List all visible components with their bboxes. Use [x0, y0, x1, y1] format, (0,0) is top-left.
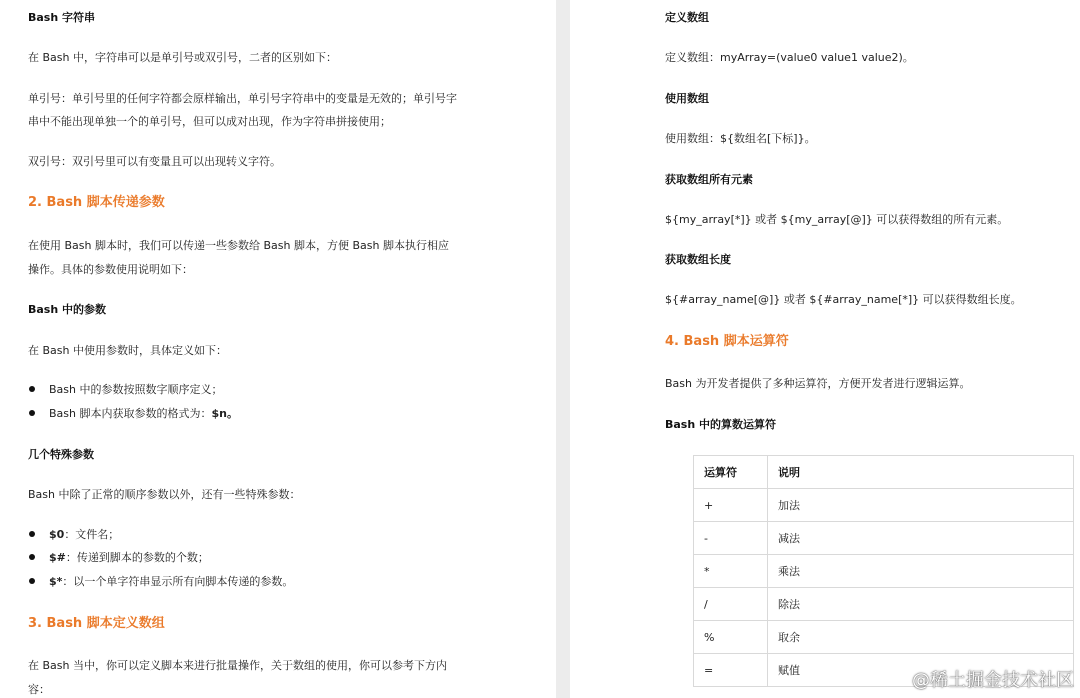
table-cell-description: 乘法	[768, 555, 1074, 588]
section-4-heading: 4. Bash 脚本运算符	[665, 334, 789, 349]
define-array-text: 定义数组：myArray=(value0 value1 value2)。	[665, 51, 914, 64]
section-3-heading: 3. Bash 脚本定义数组	[28, 616, 165, 631]
table-cell-description: 取余	[768, 621, 1074, 654]
table-row	[694, 555, 1074, 588]
right-page	[570, 0, 1080, 698]
section-2-intro-line2: 操作。具体的参数使用说明如下：	[28, 263, 193, 276]
param-bullet-2-code: $n。	[211, 407, 238, 420]
single-quote-line2: 串中不能出现单独一个的单引号，但可以成对出现，作为字符串拼接使用；	[28, 115, 391, 128]
array-length-text: ${#array_name[@]} 或者 ${#array_name[*]} 可以获得数组长度。	[665, 293, 1022, 306]
operators-table	[693, 455, 1074, 687]
table-header-operator: 运算符	[694, 456, 768, 489]
bullet-dot	[29, 531, 35, 537]
array-length-heading: 获取数组长度	[665, 253, 731, 266]
special-bullet-3-text: ：以一个单字符串显示所有向脚本传递的参数。	[62, 575, 294, 588]
table-cell-operator: =	[694, 654, 768, 687]
table-row	[694, 588, 1074, 621]
all-elements-heading: 获取数组所有元素	[665, 173, 753, 186]
section-3-intro-line1: 在 Bash 当中，你可以定义脚本来进行批量操作，关于数组的使用，你可以参考下方内	[28, 659, 447, 672]
table-cell-operator: /	[694, 588, 768, 621]
table-row	[694, 621, 1074, 654]
double-quote-text: 双引号：双引号里可以有变量且可以出现转义字符。	[28, 155, 281, 168]
strings-intro: 在 Bash 中，字符串可以是单引号或双引号，二者的区别如下：	[28, 51, 337, 64]
special-bullet-2-text: ：传递到脚本的参数的个数；	[65, 551, 209, 564]
table-cell-description: 赋值	[768, 654, 1074, 687]
section-4-intro: Bash 为开发者提供了多种运算符，方便开发者进行逻辑运算。	[665, 377, 971, 390]
use-array-text: 使用数组：${数组名[下标]}。	[665, 132, 816, 145]
param-bullet-1-text: Bash 中的参数按照数字顺序定义；	[49, 383, 223, 396]
params-intro: 在 Bash 中使用参数时，具体定义如下：	[28, 344, 227, 357]
table-cell-operator: %	[694, 621, 768, 654]
use-array-heading: 使用数组	[665, 92, 709, 105]
table-header-row	[694, 456, 1074, 489]
special-bullet-1-code: $0	[49, 528, 65, 541]
special-bullet-1-text: ：文件名；	[64, 528, 120, 541]
bullet-dot	[29, 386, 35, 392]
param-bullet-2	[49, 408, 238, 420]
table-cell-operator: *	[694, 555, 768, 588]
table-cell-description: 除法	[768, 588, 1074, 621]
table-header-description: 说明	[768, 456, 1074, 489]
table-cell-operator: -	[694, 522, 768, 555]
special-params-heading: 几个特殊参数	[28, 448, 94, 461]
bullet-dot	[29, 578, 35, 584]
table-cell-description: 减法	[768, 522, 1074, 555]
param-bullet-1	[49, 384, 223, 396]
table-cell-operator: +	[694, 489, 768, 522]
special-bullet-1	[49, 529, 119, 541]
strings-heading: Bash 字符串	[28, 11, 96, 24]
section-2-intro-line1: 在使用 Bash 脚本时，我们可以传递一些参数给 Bash 脚本，方便 Bash 脚本执行相应	[28, 239, 449, 252]
special-bullet-2-code: $#	[49, 551, 66, 564]
params-heading: Bash 中的参数	[28, 303, 107, 316]
special-bullet-3-code: $*	[49, 575, 63, 588]
param-bullet-2-text: Bash 脚本内获取参数的格式为：	[49, 407, 212, 420]
arith-operators-heading: Bash 中的算数运算符	[665, 418, 777, 431]
special-bullet-3	[49, 576, 293, 588]
bullet-dot	[29, 554, 35, 560]
bullet-dot	[29, 410, 35, 416]
section-3-intro-line2: 容：	[28, 683, 50, 696]
define-array-heading: 定义数组	[665, 11, 709, 24]
section-2-heading: 2. Bash 脚本传递参数	[28, 195, 165, 210]
special-params-intro: Bash 中除了正常的顺序参数以外，还有一些特殊参数：	[28, 488, 301, 501]
table-row	[694, 522, 1074, 555]
all-elements-text: ${my_array[*]} 或者 ${my_array[@]} 可以获得数组的所有元素。	[665, 213, 1009, 226]
special-bullet-2	[49, 552, 209, 564]
watermark: @稀土掘金技术社区	[912, 670, 1074, 691]
single-quote-line1: 单引号：单引号里的任何字符都会原样输出，单引号字符串中的变量是无效的；单引号字	[28, 92, 457, 105]
table-cell-description: 加法	[768, 489, 1074, 522]
table-row	[694, 489, 1074, 522]
